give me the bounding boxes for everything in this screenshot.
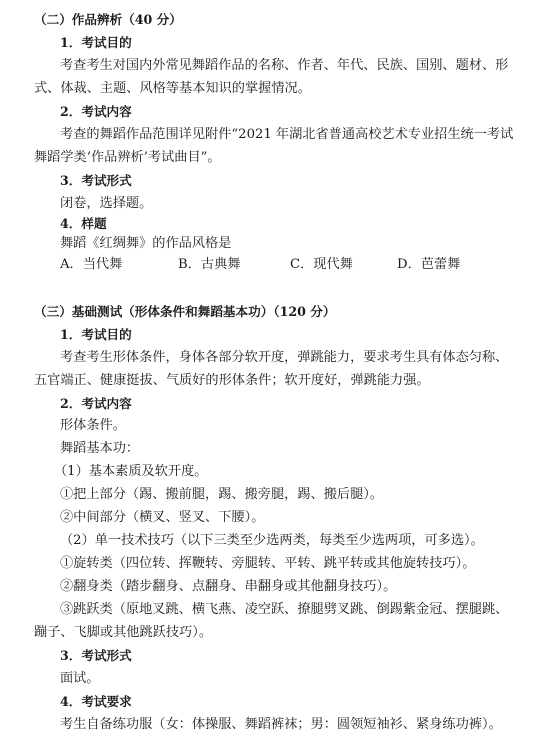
section-3-content-heading: 2．考试内容 (60, 396, 132, 411)
content-line: ①把上部分（踢、搬前腿，踢、搬旁腿，踢、搬后腿）。 (60, 487, 384, 502)
section-2-purpose-heading: 1．考试目的 (60, 35, 132, 50)
content-line: 舞蹈基本功： (60, 441, 140, 456)
content-line: ②翻身类（踏步翻身、点翻身、串翻身或其他翻身技巧）。 (60, 579, 397, 594)
content-line: （2）单一技术技巧（以下三类至少选两类，每类至少选两项，可多选）。 (60, 533, 484, 548)
section-3-requirement-text: 考生自备练功服（女：体操服、舞蹈裤袜；男：圆领短袖衫、紧身练功裤）。 (60, 717, 502, 732)
section-2-content-line-2: 舞蹈学类‘作品辨析’考试曲目”。 (34, 150, 221, 165)
option-d: D．芭蕾舞 (397, 257, 461, 272)
section-2-form-text: 闭卷，选择题。 (60, 196, 153, 211)
content-line: （1）基本素质及软开度。 (54, 464, 208, 479)
section-2-content-line-1: 考查的舞蹈作品范围详见附件“2021 年湖北省普通高校艺术专业招生统一考试 (60, 127, 514, 142)
option-b: B．古典舞 (178, 257, 241, 272)
section-2-content-heading: 2．考试内容 (60, 104, 132, 119)
section-2-form-heading: 3．考试形式 (60, 173, 132, 188)
section-2-purpose-line-2: 式、体裁、主题、风格等基本知识的掌握情况。 (34, 81, 311, 96)
section-3-form-text: 面试。 (60, 671, 100, 686)
option-c: C．现代舞 (290, 257, 353, 272)
section-3-purpose-line-1: 考查考生形体条件，身体各部分软开度，弹跳能力，要求考生具有体态匀称、 (60, 350, 509, 365)
section-2-purpose-line-1: 考查考生对国内外常见舞蹈作品的名称、作者、年代、民族、国别、题材、形 (60, 58, 509, 73)
section-2-sample-heading: 4．样题 (60, 216, 107, 231)
section-2-title: （二）作品辨析（40 分） (34, 12, 182, 27)
option-a: A．当代舞 (60, 257, 123, 272)
content-line: ①旋转类（四位转、挥鞭转、旁腿转、平转、跳平转或其他旋转技巧）。 (60, 556, 476, 571)
sample-options (60, 255, 530, 275)
content-line: 蹦子、飞脚或其他跳跃技巧）。 (34, 625, 213, 640)
section-3-purpose-heading: 1．考试目的 (60, 327, 132, 342)
section-2-sample-question: 舞蹈《红绸舞》的作品风格是 (60, 236, 232, 251)
section-3-requirement-heading: 4．考试要求 (60, 694, 132, 709)
content-line: ②中间部分（横叉、竖叉、下腰）。 (60, 510, 265, 525)
section-3-purpose-line-2: 五官端正、健康挺拔、气质好的形体条件；软开度好，弹跳能力强。 (34, 373, 430, 388)
content-line: 形体条件。 (60, 418, 126, 433)
section-3-title: （三）基础测试（形体条件和舞蹈基本功）（120 分） (34, 304, 336, 319)
section-3-form-heading: 3．考试形式 (60, 648, 132, 663)
content-line: ③跳跃类（原地叉跳、横飞燕、凌空跃、撩腿劈叉跳、倒踢紫金冠、摆腿跳、 (60, 602, 509, 617)
